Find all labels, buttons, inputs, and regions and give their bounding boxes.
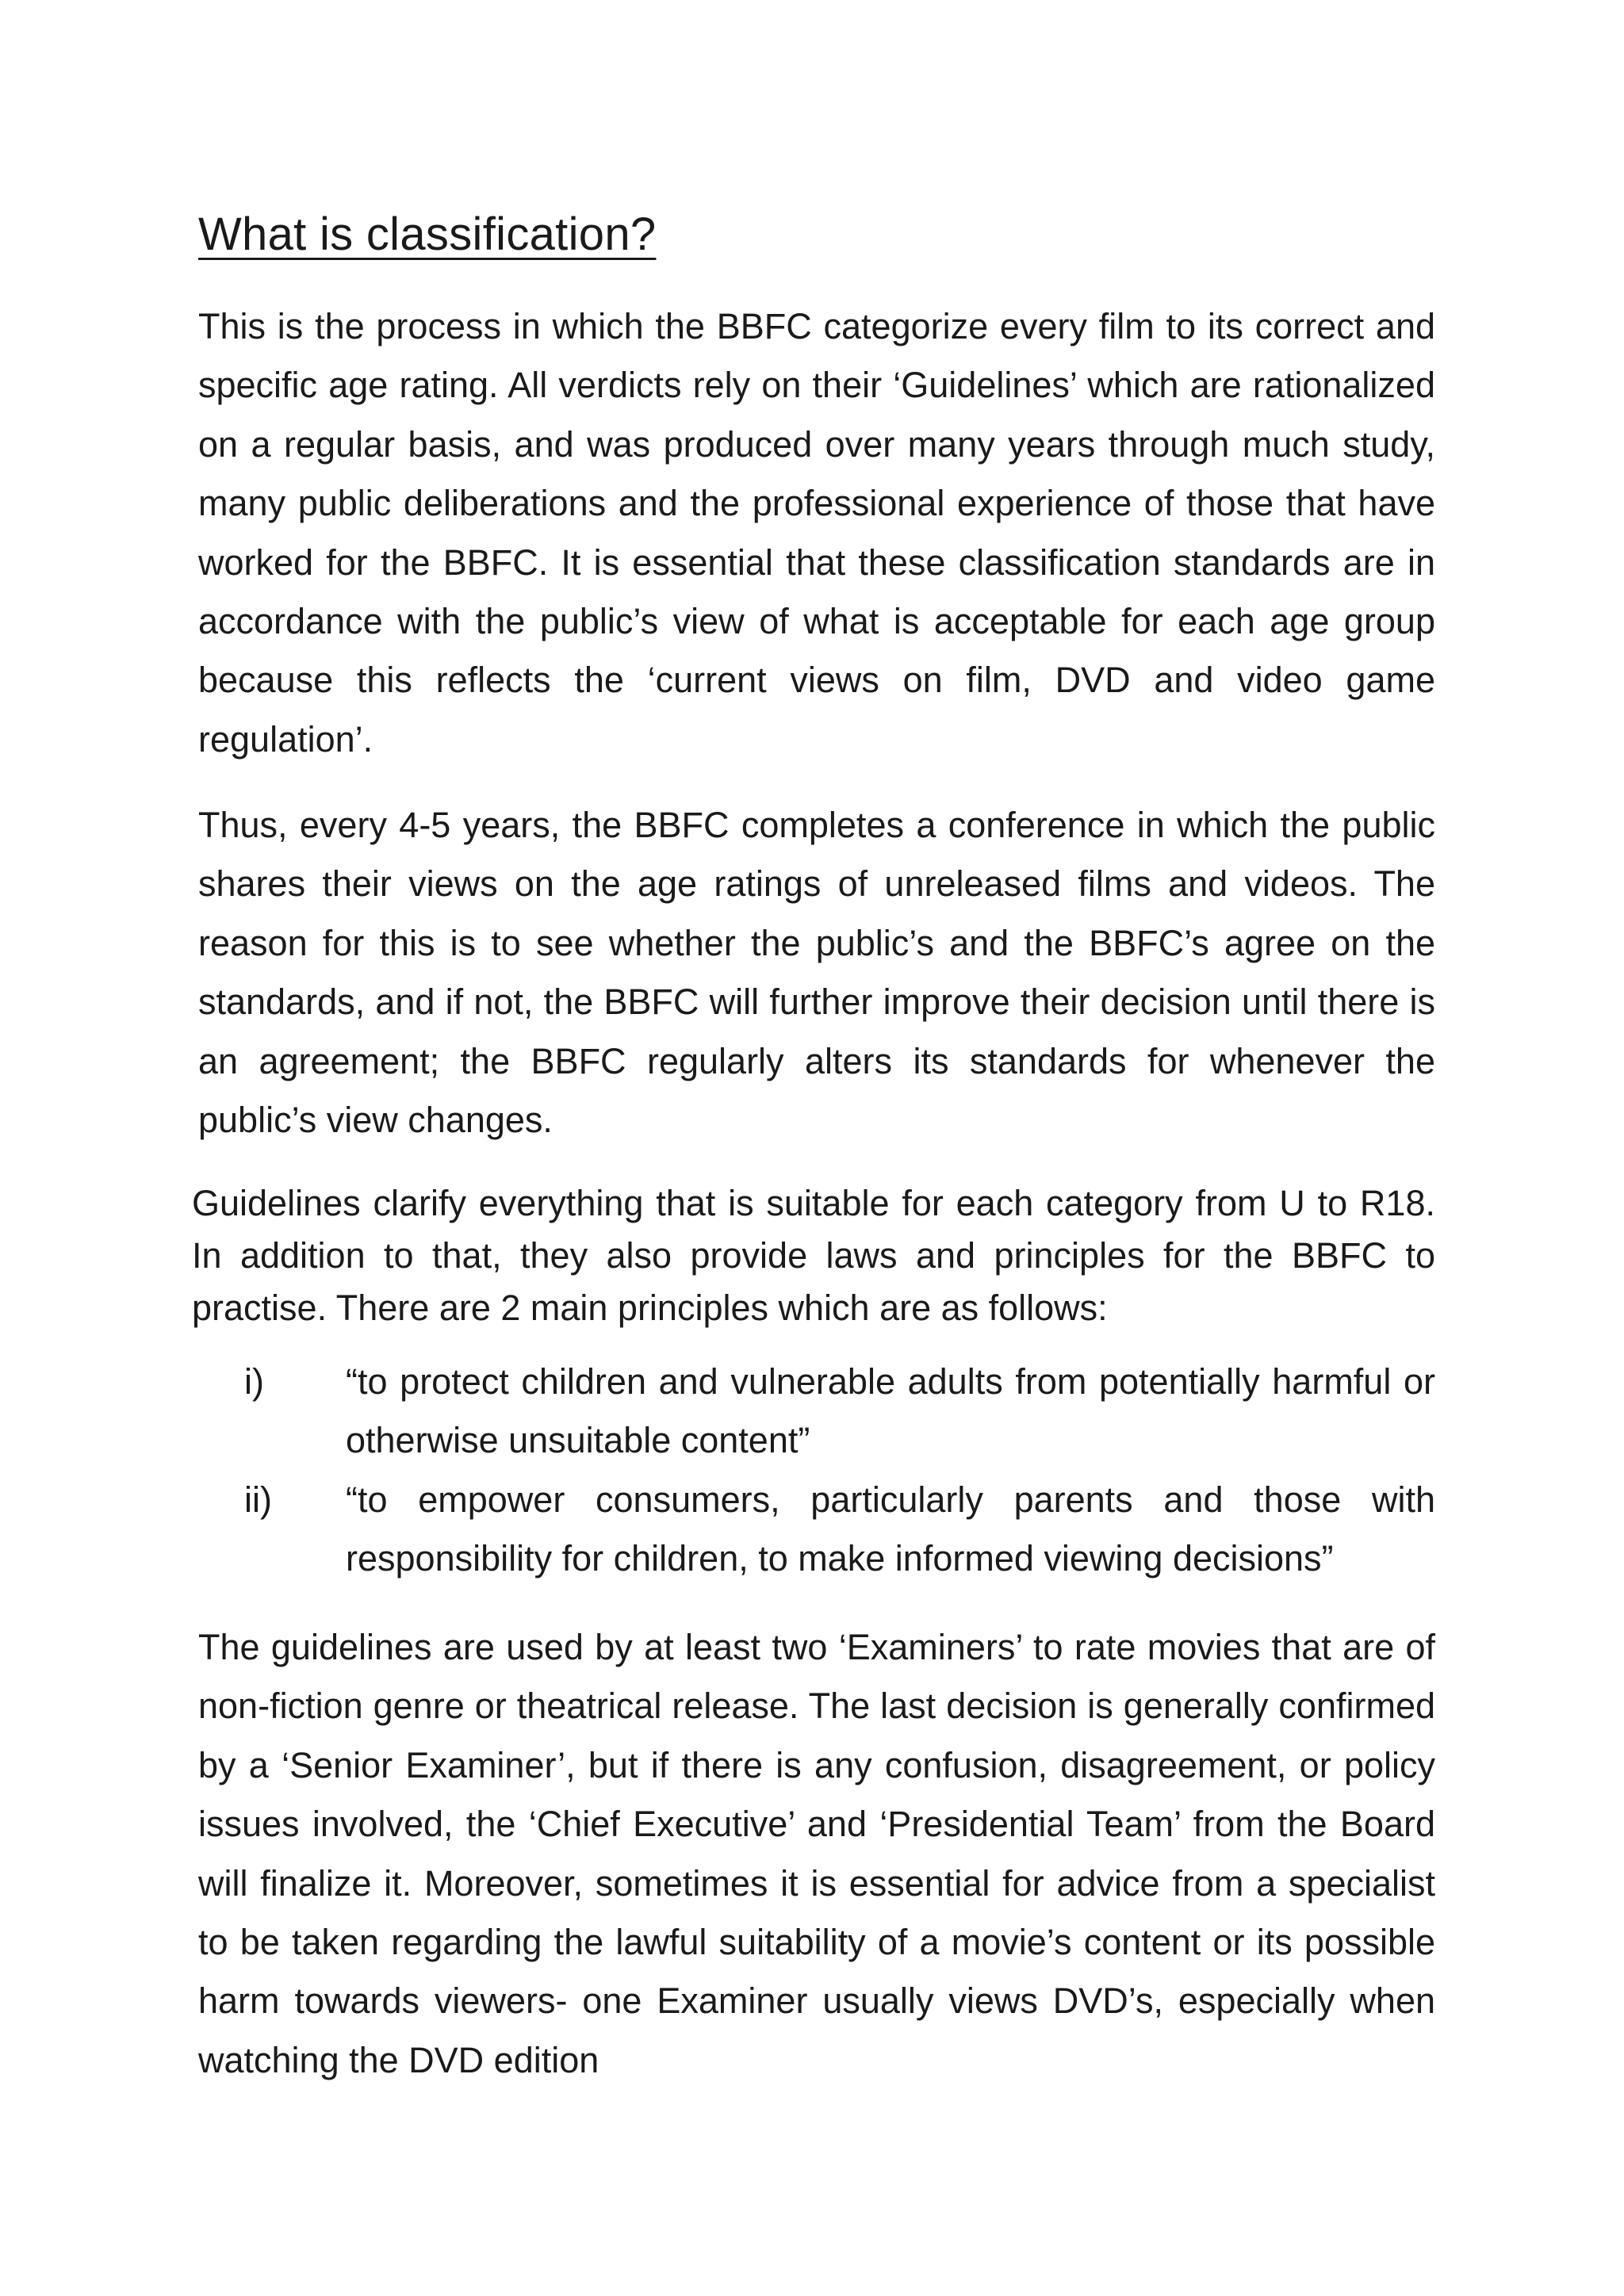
principle-text: “to empower consumers, particularly parents and those with responsibility for children, to make informed viewing decisions” bbox=[346, 1479, 1435, 1579]
principle-text: “to protect children and vulnerable adults from potentially harmful or otherwise unsuitable content” bbox=[346, 1361, 1435, 1461]
list-marker: i) bbox=[244, 1361, 264, 1402]
list-item bbox=[192, 1471, 1435, 1589]
paragraph-guidelines-intro: Guidelines clarify everything that is suitable for each category from U to R18. In addition to that, they also provide laws and principles for the BBFC to practise. There are 2 main principles which are as follows: bbox=[192, 1183, 1435, 1328]
list-marker: ii) bbox=[244, 1479, 272, 1520]
paragraph-public-conference: Thus, every 4-5 years, the BBFC completes a conference in which the public shares their views on the age ratings of unreleased films and videos. The reason for this is to see whether the public’s and the BBFC’s agree on the standards, and if not, the BBFC will further improve their decision until there is an agreement; the BBFC regularly alters its standards for whenever the public’s view changes. bbox=[198, 805, 1435, 1141]
page-title: What is classification? bbox=[198, 209, 657, 260]
paragraph-examiners: The guidelines are used by at least two ‘Examiners’ to rate movies that are of non-fiction genre or theatrical release. The last decision is generally confirmed by a ‘Senior Examiner’, but if there is any confusion, disagreement, or policy issues involved, the ‘Chief Executive’ and ‘Presidential Team’ from the Board will finalize it. Moreover, sometimes it is essential for advice from a specialist to be taken regarding the lawful suitability of a movie’s content or its possible harm towards viewers- one Examiner usually views DVD’s, especially when watching the DVD edition bbox=[198, 1627, 1435, 2080]
principles-list bbox=[192, 1353, 1435, 1589]
list-item bbox=[192, 1353, 1435, 1471]
paragraph-classification-process: This is the process in which the BBFC categorize every film to its correct and specific age rating. All verdicts rely on their ‘Guidelines’ which are rationalized on a regular basis, and was produced over many years through much study, many public deliberations and the professional experience of those that have worked for the BBFC. It is essential that these classification standards are in accordance with the public’s view of what is acceptable for each age group because this reflects the ‘current views on film, DVD and video game regulation’. bbox=[198, 306, 1435, 760]
